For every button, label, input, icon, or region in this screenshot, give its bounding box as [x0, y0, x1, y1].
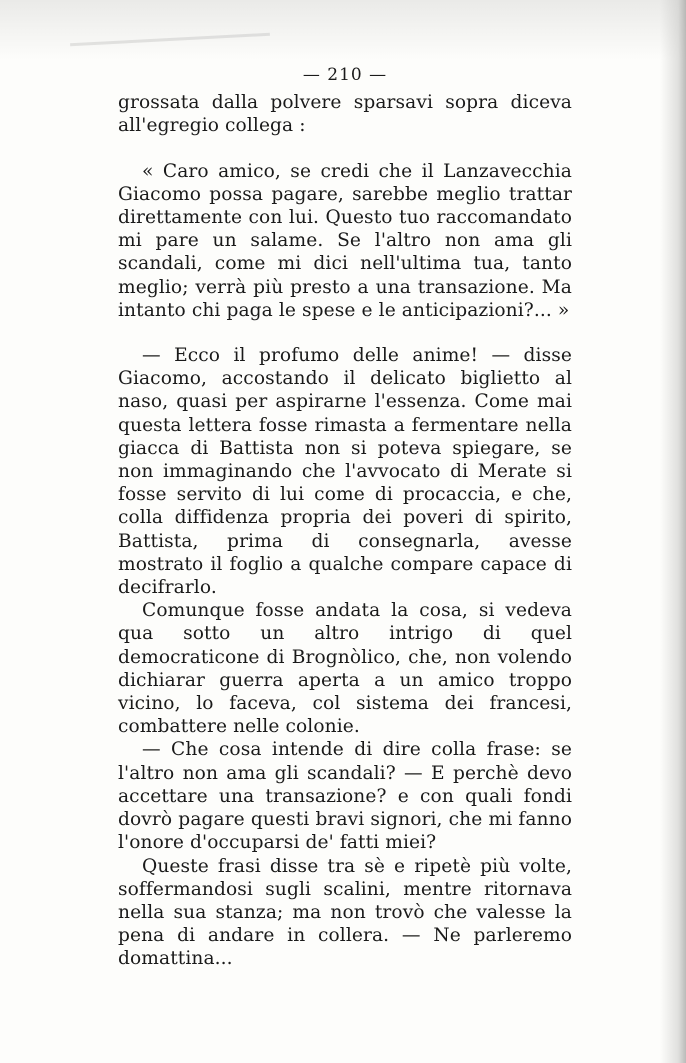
paragraph-giacomo: — Ecco il profumo delle anime! — disse Giacomo, accostando il delicato biglietto al naso, quasi per aspirarne l'essenza. Come mai questa lettera fosse rimasta a fermentare nella giacca di Battista non si poteva spiegare, se non immaginando che l'avvocato di Merate si fosse servito di lui come di procaccia, e che, colla diffidenza propria dei poveri di spirito, Battista, prima di consegnarla, avesse mostrato il foglio a qualche compare capace di decifrarlo. [118, 345, 572, 599]
paragraph-queste-frasi: Queste frasi disse tra sè e ripetè più volte, soffermandosi sugli scalini, mentre ritornava nella sua stanza; ma non trovò che valesse la pena di andare in collera. — Ne parleremo domattina... [118, 855, 572, 970]
page-number: — 210 — [302, 65, 388, 85]
scan-shadow-top [0, 0, 686, 60]
paragraph-che-cosa: — Che cosa intende di dire colla frase: se l'altro non ama gli scandali? — E perchè devo accettare una transazione? e con quali fondi dovrò pagare questi bravi signori, che mi fanno l'onore d'occuparsi de' fatti miei? [118, 739, 572, 854]
paragraph-continuation: grossata dalla polvere sparsavi sopra diceva all'egregio collega : [118, 92, 572, 137]
paragraph-letter-quote: « Caro amico, se credi che il Lanzavecchia Giacomo possa pagare, sarebbe meglio trattar direttamente con lui. Questo tuo raccomandato mi pare un salame. Se l'altro non ama gli scandali, come mi dici nell'ultima tua, tanto meglio; verrà più presto a una transazione. Ma intanto chi paga le spese e le anticipazioni?... » [118, 160, 572, 321]
scan-shadow-right [660, 0, 686, 1063]
paragraph-comunque: Comunque fosse andata la cosa, si vedeva qua sotto un altro intrigo di quel democraticone di Brognòlico, che, non volendo dichiarar guerra aperta a un amico troppo vicino, lo faceva, col sistema dei francesi, combattere nelle colonie. [118, 600, 572, 738]
page-text [118, 64, 572, 971]
